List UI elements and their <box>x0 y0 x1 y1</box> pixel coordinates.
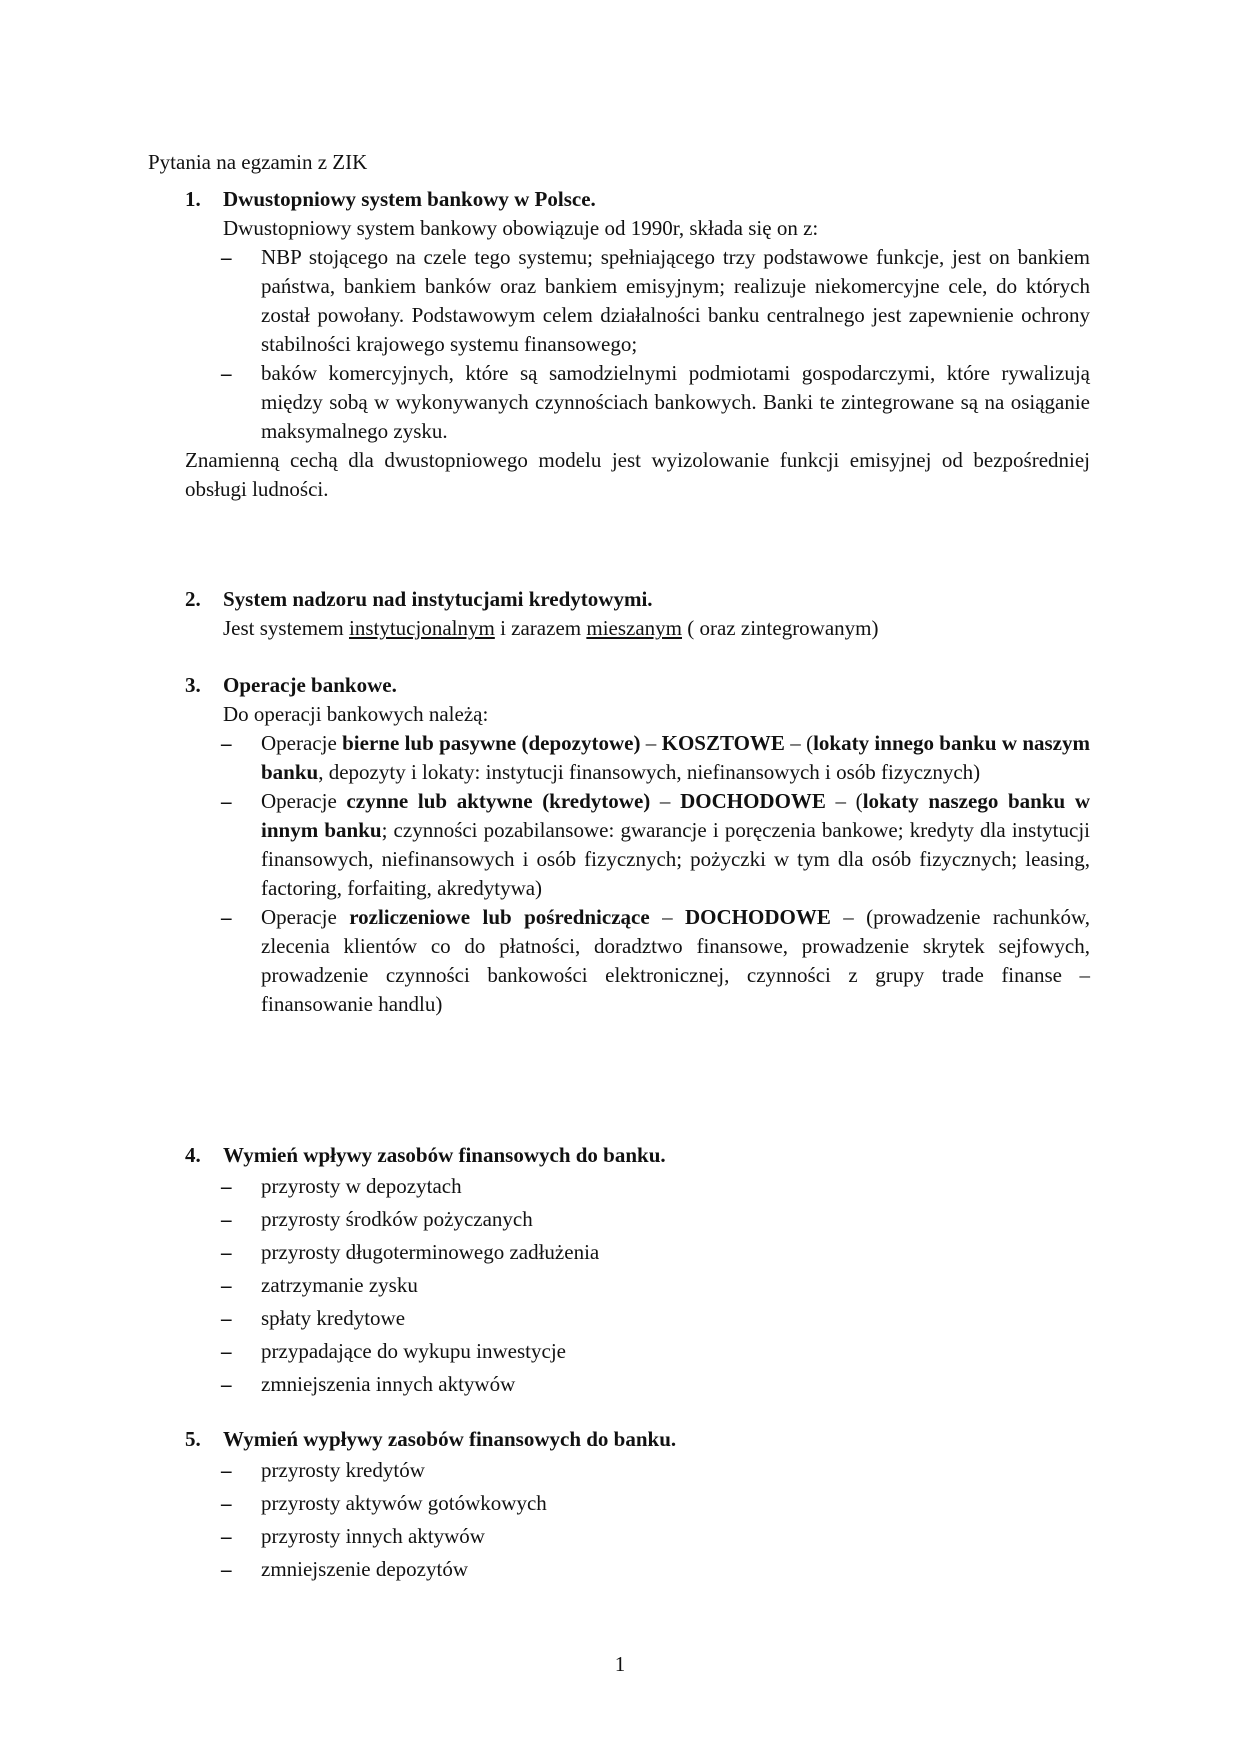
list-item-text: baków komercyjnych, które są samodzielnymi podmiotami gospodarczymi, które rywalizują między sobą w wykonywanych czynnościach bankowych. Banki te zintegrowane są na osiąganie maksymalnego zysku. <box>261 361 1090 443</box>
dash-bullet-icon: – <box>221 1372 232 1396</box>
list-item-text: przyrosty środków pożyczanych <box>261 1207 533 1231</box>
text-segment: – <box>650 789 681 813</box>
list-item-text: przypadające do wykupu inwestycje <box>261 1339 566 1363</box>
list-item-text: zmniejszenia innych aktywów <box>261 1372 516 1396</box>
list-item-text: przyrosty długoterminowego zadłużenia <box>261 1240 600 1264</box>
list-item <box>221 1269 1090 1302</box>
list-item <box>221 1454 1090 1487</box>
list-item <box>221 903 1090 1019</box>
dash-bullet-icon: – <box>221 1557 232 1581</box>
question-intro: Do operacji bankowych należą: <box>223 702 489 726</box>
dash-bullet-icon: – <box>221 361 232 385</box>
question-heading <box>185 584 1090 614</box>
question-conclusion: Znamienną cechą dla dwustopniowego modelu jest wyizolowanie funkcji emisyjnej od bezpośredniej obsługi ludności. <box>185 448 1090 501</box>
text-segment: ( oraz zintegrowanym) <box>682 616 879 640</box>
dash-bullet-icon: – <box>221 1240 232 1264</box>
question-number: 2. <box>185 587 201 611</box>
question-heading <box>185 1140 1090 1170</box>
text-segment: Operacje <box>261 731 343 755</box>
list-item <box>221 1368 1090 1401</box>
list-item <box>221 1236 1090 1269</box>
dash-list <box>149 1454 1090 1586</box>
list-item <box>221 243 1090 359</box>
dash-bullet-icon: – <box>221 245 232 269</box>
dash-bullet-icon: – <box>221 1207 232 1231</box>
list-item-text: przyrosty w depozytach <box>261 1174 462 1198</box>
bold-term: KOSZTOWE <box>661 731 785 755</box>
dash-bullet-icon: – <box>221 1306 232 1330</box>
question-5 <box>185 1424 1090 1586</box>
page-number: 1 <box>614 1652 626 1676</box>
list-item-text: zatrzymanie zysku <box>261 1273 418 1297</box>
text-segment: – ( <box>825 789 863 813</box>
list-item <box>221 1302 1090 1335</box>
text-segment: Operacje <box>261 789 347 813</box>
dash-list <box>149 729 1090 1019</box>
underlined-term: mieszanym <box>586 616 682 640</box>
text-segment: – <box>640 731 662 755</box>
question-4 <box>185 1140 1090 1401</box>
text-segment: , depozyty i lokaty: instytucji finansowych, niefinansowych i osób fizycznych) <box>318 760 981 784</box>
list-item-text: przyrosty aktywów gotówkowych <box>261 1491 547 1515</box>
bold-term: czynne lub aktywne (kredytowe) <box>346 789 651 813</box>
list-item <box>221 1335 1090 1368</box>
bold-term: DOCHODOWE <box>684 905 831 929</box>
question-heading <box>185 184 1090 214</box>
list-item <box>221 1203 1090 1236</box>
bold-term: DOCHODOWE <box>680 789 826 813</box>
list-item <box>221 1170 1090 1203</box>
question-1 <box>185 184 1090 504</box>
question-number: 4. <box>185 1143 201 1167</box>
dash-bullet-icon: – <box>221 1458 232 1482</box>
list-item <box>221 1520 1090 1553</box>
text-segment: (prowadzenie rachunków, zlecenia klientów co do płatności, doradztwo finansowe, prowadzenie skrytek sejfowych, prowadzenie czynności bankowości elektronicznej, czynności z grupy trade finanse – finansowanie handlu) <box>261 905 1090 1016</box>
underlined-term: instytucjonalnym <box>349 616 495 640</box>
question-title: Operacje bankowe. <box>223 673 397 697</box>
dash-bullet-icon: – <box>221 1273 232 1297</box>
bold-term: lokaty naszego banku w innym banku <box>261 789 1090 842</box>
list-item <box>221 1553 1090 1586</box>
dash-bullet-icon: – <box>221 789 232 813</box>
bold-term: rozliczeniowe lub pośredniczące <box>349 905 650 929</box>
bold-term: bierne lub pasywne (depozytowe) <box>342 731 641 755</box>
text-segment: – <box>830 905 867 929</box>
text-segment: ; czynności pozabilansowe: gwarancje i poręczenia bankowe; kredyty dla instytucji finansowych, niefinansowych i osób fizycznych; pożyczki w tym dla osób fizycznych; leasing, factoring, forfaiting, akredytywa) <box>261 818 1090 900</box>
question-text <box>185 614 1090 643</box>
question-2 <box>185 584 1090 643</box>
question-3 <box>185 670 1090 1019</box>
dash-bullet-icon: – <box>221 1339 232 1363</box>
question-intro: Dwustopniowy system bankowy obowiązuje od 1990r, składa się on z: <box>223 216 819 240</box>
text-segment: – ( <box>784 731 814 755</box>
text-segment: i zarazem <box>494 616 587 640</box>
list-item <box>221 787 1090 903</box>
question-title: System nadzoru nad instytucjami kredytowymi. <box>223 587 653 611</box>
list-item <box>221 1487 1090 1520</box>
question-title: Wymień wypływy zasobów finansowych do banku. <box>223 1427 677 1451</box>
list-item-text: zmniejszenie depozytów <box>261 1557 469 1581</box>
dash-list <box>149 1170 1090 1401</box>
dash-bullet-icon: – <box>221 731 232 755</box>
list-item <box>221 729 1090 787</box>
dash-bullet-icon: – <box>221 1491 232 1515</box>
dash-list <box>149 243 1090 446</box>
question-title: Wymień wpływy zasobów finansowych do banku. <box>223 1143 666 1167</box>
text-segment: – <box>649 905 685 929</box>
list-item-text: NBP stojącego na czele tego systemu; spełniającego trzy podstawowe funkcje, jest on bankiem państwa, bankiem banków oraz bankiem emisyjnym; realizuje niekomercyjne cele, do których został powołany. Podstawowym celem działalności banku centralnego jest zapewnienie ochrony stabilności krajowego systemu finansowego; <box>261 245 1090 356</box>
list-item-text: przyrosty innych aktywów <box>261 1524 485 1548</box>
dash-bullet-icon: – <box>221 905 232 929</box>
question-heading <box>185 670 1090 700</box>
question-title: Dwustopniowy system bankowy w Polsce. <box>223 187 596 211</box>
dash-bullet-icon: – <box>221 1174 232 1198</box>
question-heading <box>185 1424 1090 1454</box>
question-number: 1. <box>185 187 201 211</box>
text-segment: Jest systemem <box>223 616 349 640</box>
question-number: 3. <box>185 673 201 697</box>
dash-bullet-icon: – <box>221 1524 232 1548</box>
question-number: 5. <box>185 1427 201 1451</box>
bold-term: lokaty innego banku w naszym banku <box>261 731 1090 784</box>
list-item-text: przyrosty kredytów <box>261 1458 425 1482</box>
list-item-text: spłaty kredytowe <box>261 1306 406 1330</box>
text-segment: Operacje <box>261 905 350 929</box>
document-title: Pytania na egzamin z ZIK <box>148 150 368 174</box>
list-item <box>221 359 1090 446</box>
